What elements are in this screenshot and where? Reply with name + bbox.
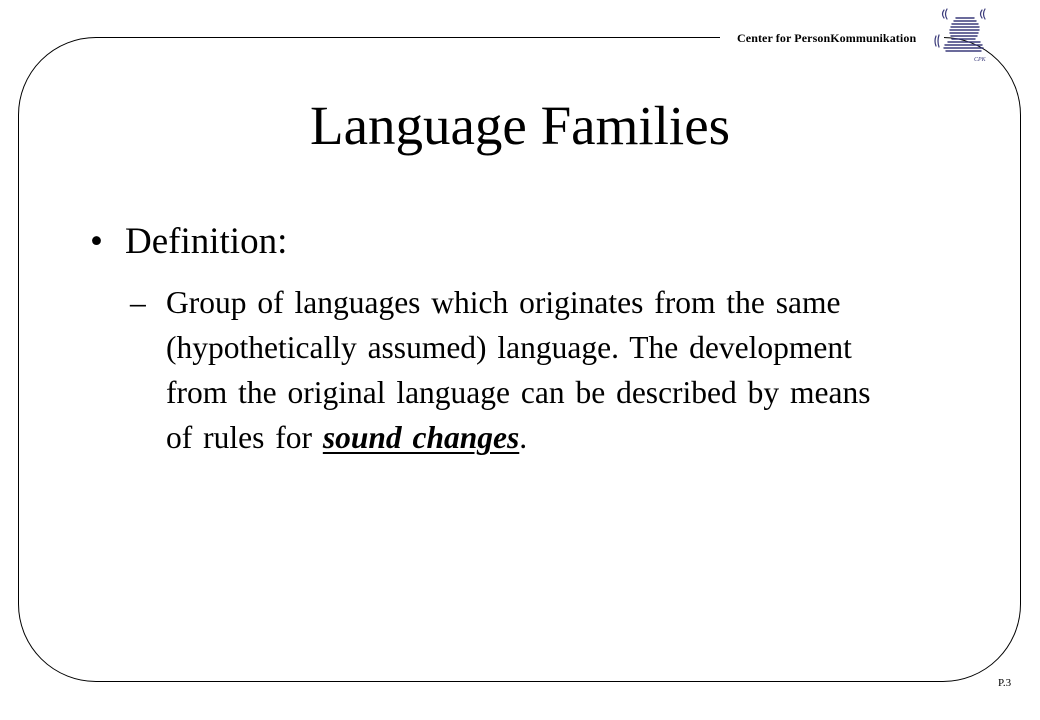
bullet-marker: • (90, 221, 103, 262)
definition-text: Group of languages which originates from the same (hypothetically assumed) language. The development from the original language can be described by means of rules for (166, 285, 871, 455)
sub-bullet-marker: – (130, 285, 146, 320)
slide-title: Language Families (309, 95, 731, 156)
page-number: P.3 (998, 677, 1012, 689)
sub-bullet-body (166, 280, 890, 460)
cpk-logo-icon (934, 6, 996, 66)
emphasized-term: sound changes (322, 420, 520, 455)
bullet-label: Definition: (125, 221, 288, 262)
bullet-definition (90, 220, 287, 264)
organization-name: Center for PersonKommunikation (737, 31, 917, 45)
logo-lettering: CPK (974, 57, 986, 63)
definition-period: . (519, 420, 528, 455)
sub-bullet-definition-text (130, 280, 890, 460)
